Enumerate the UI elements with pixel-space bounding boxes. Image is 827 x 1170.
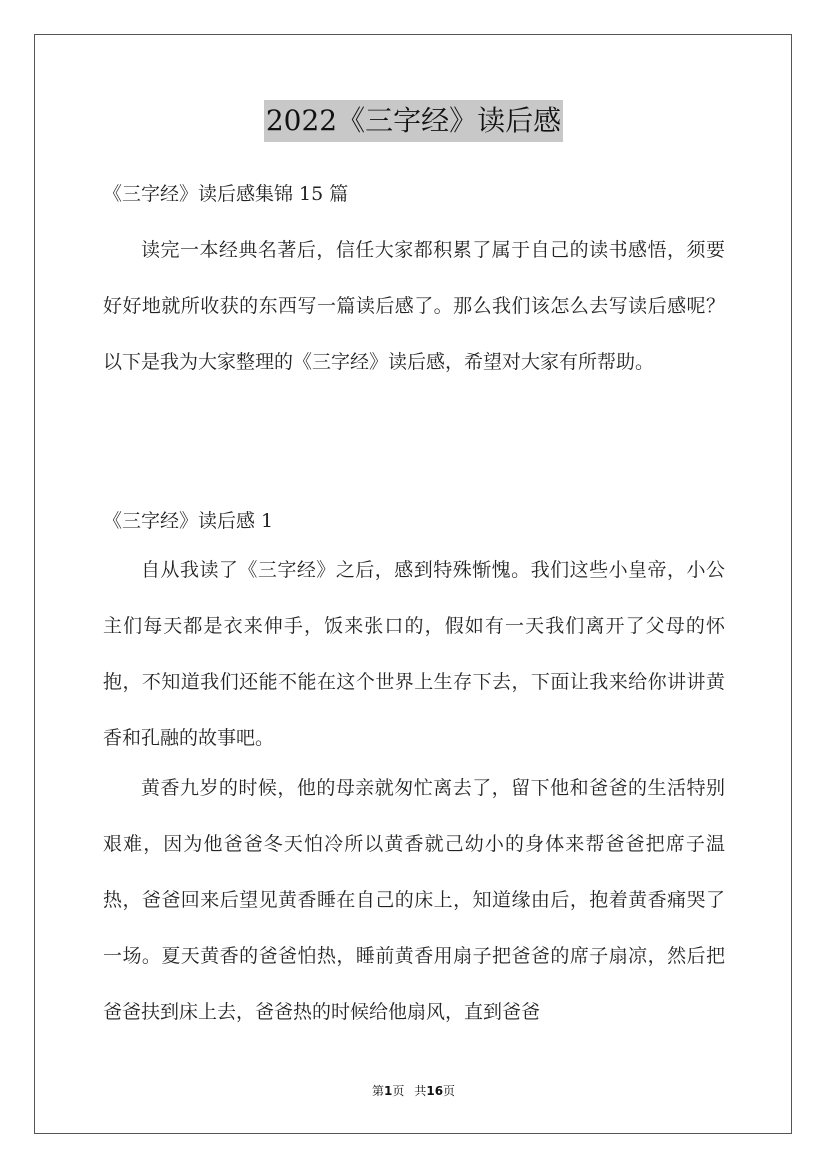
page-suffix: 页 [392,1084,405,1098]
page-prefix: 第 [371,1084,384,1098]
body-paragraph: 自从我读了《三字经》之后，感到特殊惭愧。我们这些小皇帝，小公主们每天都是衣来伸手，饭来张口的，假如有一天我们离开了父母的怀抱，不知道我们还能不能在这个世界上生存下去，下面让我来给你讲讲黄香和孔融的故事吧。 [103,559,725,749]
total-pages: 16 [426,1084,444,1098]
total-prefix: 共 [414,1084,427,1098]
total-suffix: 页 [443,1084,456,1098]
intro-paragraph: 读完一本经典名著后，信任大家都积累了属于自己的读书感悟，须要好好地就所收获的东西写一篇读后感了。那么我们该怎么去写读后感呢？以下是我为大家整理的《三字经》读后感，希望对大家有所帮助。 [103,239,725,373]
title-container [0,100,827,142]
document-subtitle: 《三字经》读后感集锦 15 篇 [103,183,349,205]
document-title: 2022《三字经》读后感 [264,100,563,142]
body-paragraph: 黄香九岁的时候，他的母亲就匆忙离去了，留下他和爸爸的生活特别艰难，因为他爸爸冬天怕冷所以黄香就己幼小的身体来帮爸爸把席子温热，爸爸回来后望见黄香睡在自己的床上，知道缘由后，抱着黄香痛哭了一场。夏天黄香的爸爸怕热，睡前黄香用扇子把爸爸的席子扇凉，然后把爸爸扶到床上去，爸爸热的时候给他扇风，直到爸爸 [103,777,725,1023]
page-number: 1 [383,1084,393,1098]
section-heading: 《三字经》读后感 1 [103,510,274,532]
page-footer [0,1082,827,1100]
